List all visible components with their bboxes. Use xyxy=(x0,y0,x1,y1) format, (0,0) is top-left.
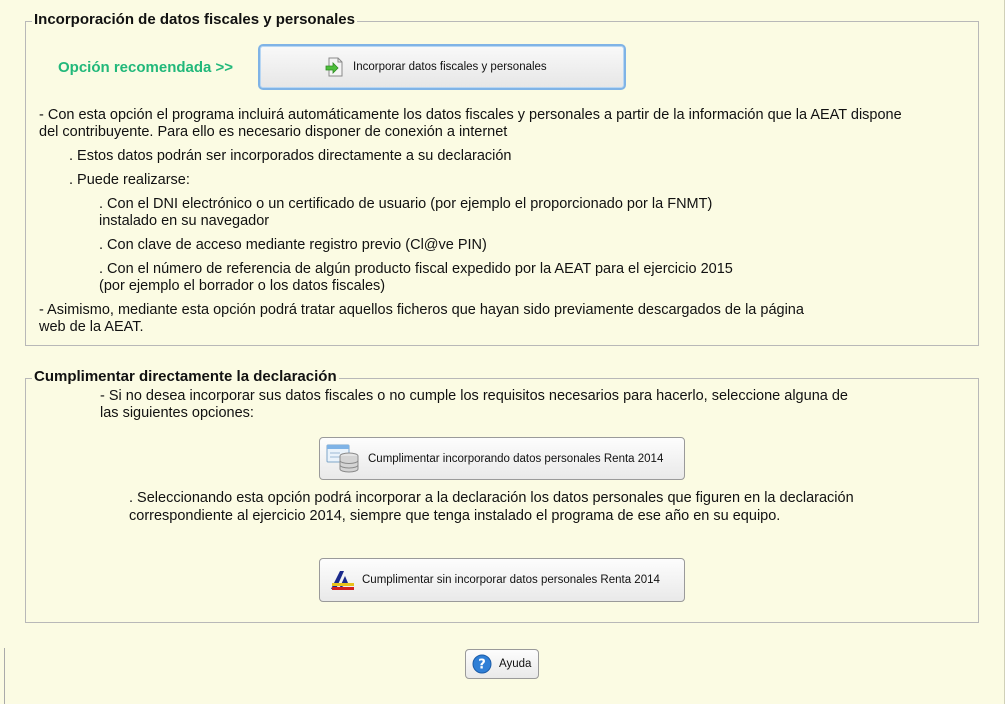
fiscal-line-5: . Con el DNI electrónico o un certificado de usuario (por ejemplo el proporcionado por la FNMT) xyxy=(99,196,713,212)
direct-explain-line-2: correspondiente al ejercicio 2014, siempre que tenga instalado el programa de ese año en su equipo. xyxy=(129,508,781,524)
fiscal-line-3: . Estos datos podrán ser incorporados directamente a su declaración xyxy=(69,148,512,164)
fill-with-2014-data-label: Cumplimentar incorporando datos personales Renta 2014 xyxy=(368,452,664,465)
fill-with-2014-data-button[interactable] xyxy=(319,437,685,480)
fiscal-line-4: . Puede realizarse: xyxy=(69,172,190,188)
database-import-icon xyxy=(326,442,362,476)
import-fiscal-data-button[interactable] xyxy=(258,44,626,90)
fill-without-data-label: Cumplimentar sin incorporar datos personales Renta 2014 xyxy=(362,574,660,586)
fiscal-line-1: - Con esta opción el programa incluirá automáticamente los datos fiscales y personales a partir de la información que la AEAT dispone xyxy=(39,107,902,123)
fiscal-line-2: del contribuyente. Para ello es necesario disponer de conexión a internet xyxy=(39,124,508,140)
recommended-option-label: Opción recomendada >> xyxy=(58,59,234,76)
help-icon xyxy=(472,654,492,674)
import-fiscal-data-label: Incorporar datos fiscales y personales xyxy=(353,61,547,73)
aeat-logo-icon xyxy=(328,567,356,593)
fiscal-line-6: instalado en su navegador xyxy=(99,213,270,229)
direct-explain-line-1: . Seleccionando esta opción podrá incorporar a la declaración los datos personales que figuren en la declaración xyxy=(129,490,854,506)
direct-intro-line-2: las siguientes opciones: xyxy=(100,405,254,421)
fiscal-line-9: (por ejemplo el borrador o los datos fiscales) xyxy=(99,278,386,294)
fiscal-line-10: - Asimismo, mediante esta opción podrá tratar aquellos ficheros que hayan sido previamente descargados de la página xyxy=(39,302,804,318)
fiscal-line-7: . Con clave de acceso mediante registro previo (Cl@ve PIN) xyxy=(99,237,487,253)
fiscal-data-legend: Incorporación de datos fiscales y personales xyxy=(34,11,355,28)
direct-fill-legend: Cumplimentar directamente la declaración xyxy=(34,368,337,385)
help-button[interactable] xyxy=(465,649,539,679)
help-label: Ayuda xyxy=(499,658,532,670)
window-edge xyxy=(0,648,5,704)
fiscal-line-8: . Con el número de referencia de algún producto fiscal expedido por la AEAT para el ejercicio 2015 xyxy=(99,261,733,277)
direct-intro-line-1: - Si no desea incorporar sus datos fiscales o no cumple los requisitos necesarios para hacerlo, seleccione alguna de xyxy=(100,388,848,404)
import-document-icon xyxy=(324,56,346,78)
fiscal-line-11: web de la AEAT. xyxy=(39,319,144,335)
fill-without-data-button[interactable] xyxy=(319,558,685,602)
svg-text:?: ? xyxy=(478,657,486,673)
